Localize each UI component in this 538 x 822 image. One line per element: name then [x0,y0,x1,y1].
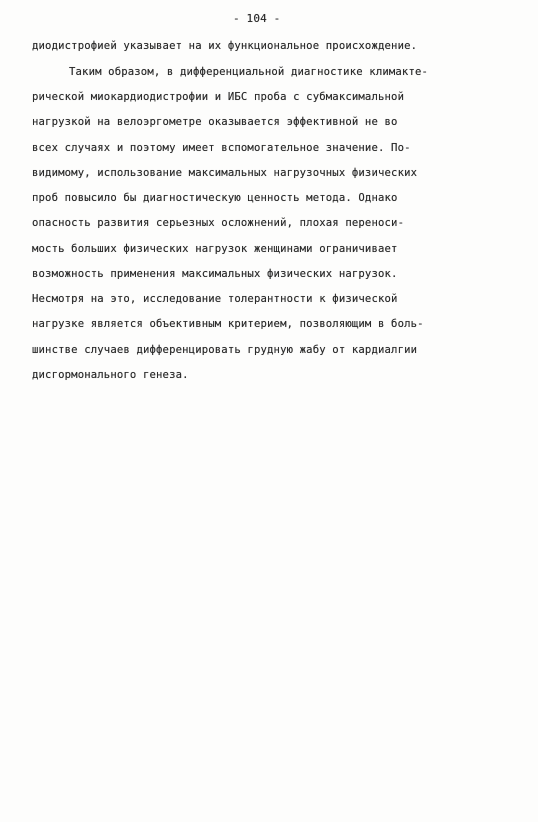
text-line: шинстве случаев дифференцировать грудную жабу от кардиалгии [32,344,418,356]
text-line: нагрузке является объективным критерием, позволяющим в боль- [32,318,424,330]
page-number: - 104 - [233,12,281,25]
text-line: Несмотря на это, исследование толерантности к физической [32,293,398,305]
text-line: всех случаях и поэтому имеет вспомогательное значение. По- [32,142,411,154]
text-line: Таким образом, в дифференциальной диагностике климакте- [69,66,429,78]
text-line: опасность развития серьезных осложнений, плохая переноси- [32,217,405,229]
text-line: нагрузкой на велоэргометре оказывается эффективной не во [32,116,398,128]
text-line: диодистрофией указывает на их функциональное происхождение. [32,40,418,52]
text-line: дисгормонального генеза. [32,369,189,381]
text-line: возможность применения максимальных физических нагрузок. [32,268,398,280]
text-line: рической миокардиодистрофии и ИБС проба с субмаксимальной [32,91,405,103]
text-line: мость больших физических нагрузок женщинами ограничивает [32,243,398,255]
text-line: проб повысило бы диагностическую ценность метода. Однако [32,192,398,204]
text-line: видимому, использование максимальных нагрузочных физических [32,167,418,179]
